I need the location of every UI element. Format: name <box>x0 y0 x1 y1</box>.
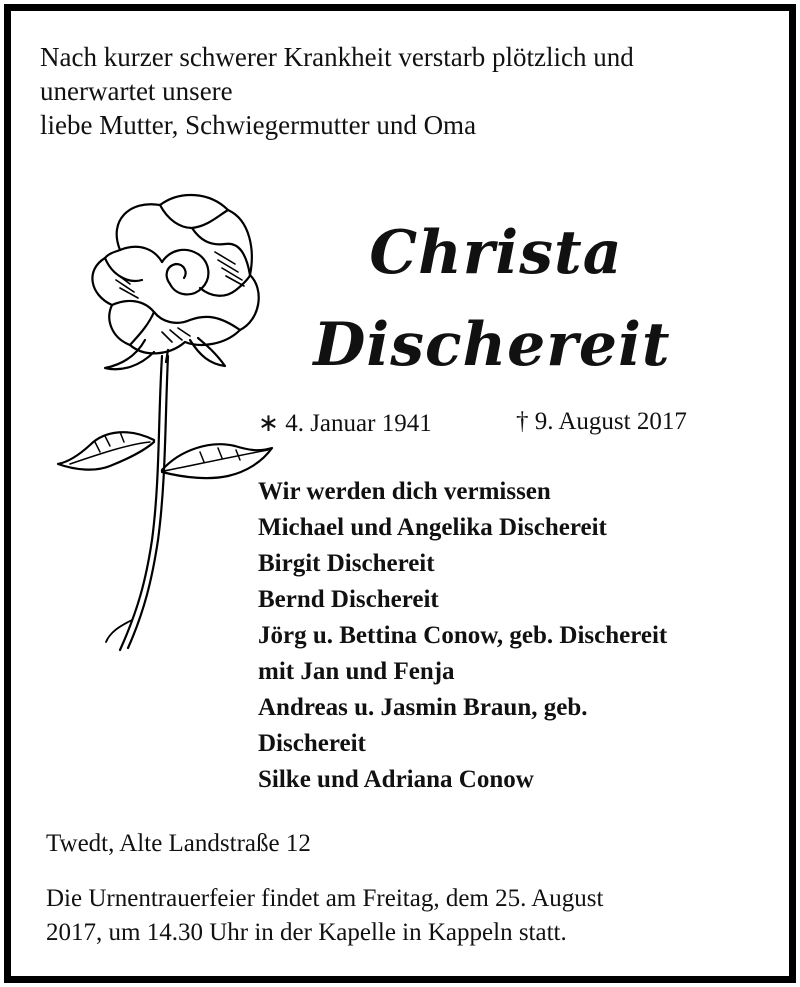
intro-line-3: liebe Mutter, Schwiegermutter und Oma <box>40 110 477 140</box>
intro-line-2: unerwartet unsere <box>40 76 233 106</box>
notice-line-2: 2017, um 14.30 Uhr in der Kapelle in Kappeln statt. <box>46 919 567 946</box>
mourner-line: Birgit Dischereit <box>258 550 435 577</box>
mourner-line: Michael und Angelika Dischereit <box>258 514 607 541</box>
mourner-line: Bernd Dischereit <box>258 586 439 613</box>
life-dates <box>258 408 687 438</box>
rose-icon <box>50 180 280 660</box>
mourner-line: mit Jan und Fenja <box>258 658 455 685</box>
notice-line-1: Die Urnentrauerfeier findet am Freitag, dem 25. August <box>46 885 604 912</box>
mourner-line: Silke und Adriana Conow <box>258 766 534 793</box>
address: Twedt, Alte Landstraße 12 <box>46 830 311 857</box>
birth-date: ∗ 4. Januar 1941 <box>258 410 432 437</box>
mourner-line: Andreas u. Jasmin Braun, geb. <box>258 694 588 721</box>
deceased-last-name: Dischereit <box>313 310 671 380</box>
mourner-line: Dischereit <box>258 730 366 757</box>
death-date: † 9. August 2017 <box>516 408 687 435</box>
intro-line-1: Nach kurzer schwerer Krankheit verstarb plötzlich und <box>40 42 634 72</box>
mourner-line: Jörg u. Bettina Conow, geb. Dischereit <box>258 622 668 649</box>
mourners-list <box>258 474 778 798</box>
funeral-notice <box>46 882 766 950</box>
mourner-line: Wir werden dich vermissen <box>258 478 551 505</box>
intro-text <box>40 40 760 142</box>
deceased-first-name: Christa <box>369 218 623 288</box>
